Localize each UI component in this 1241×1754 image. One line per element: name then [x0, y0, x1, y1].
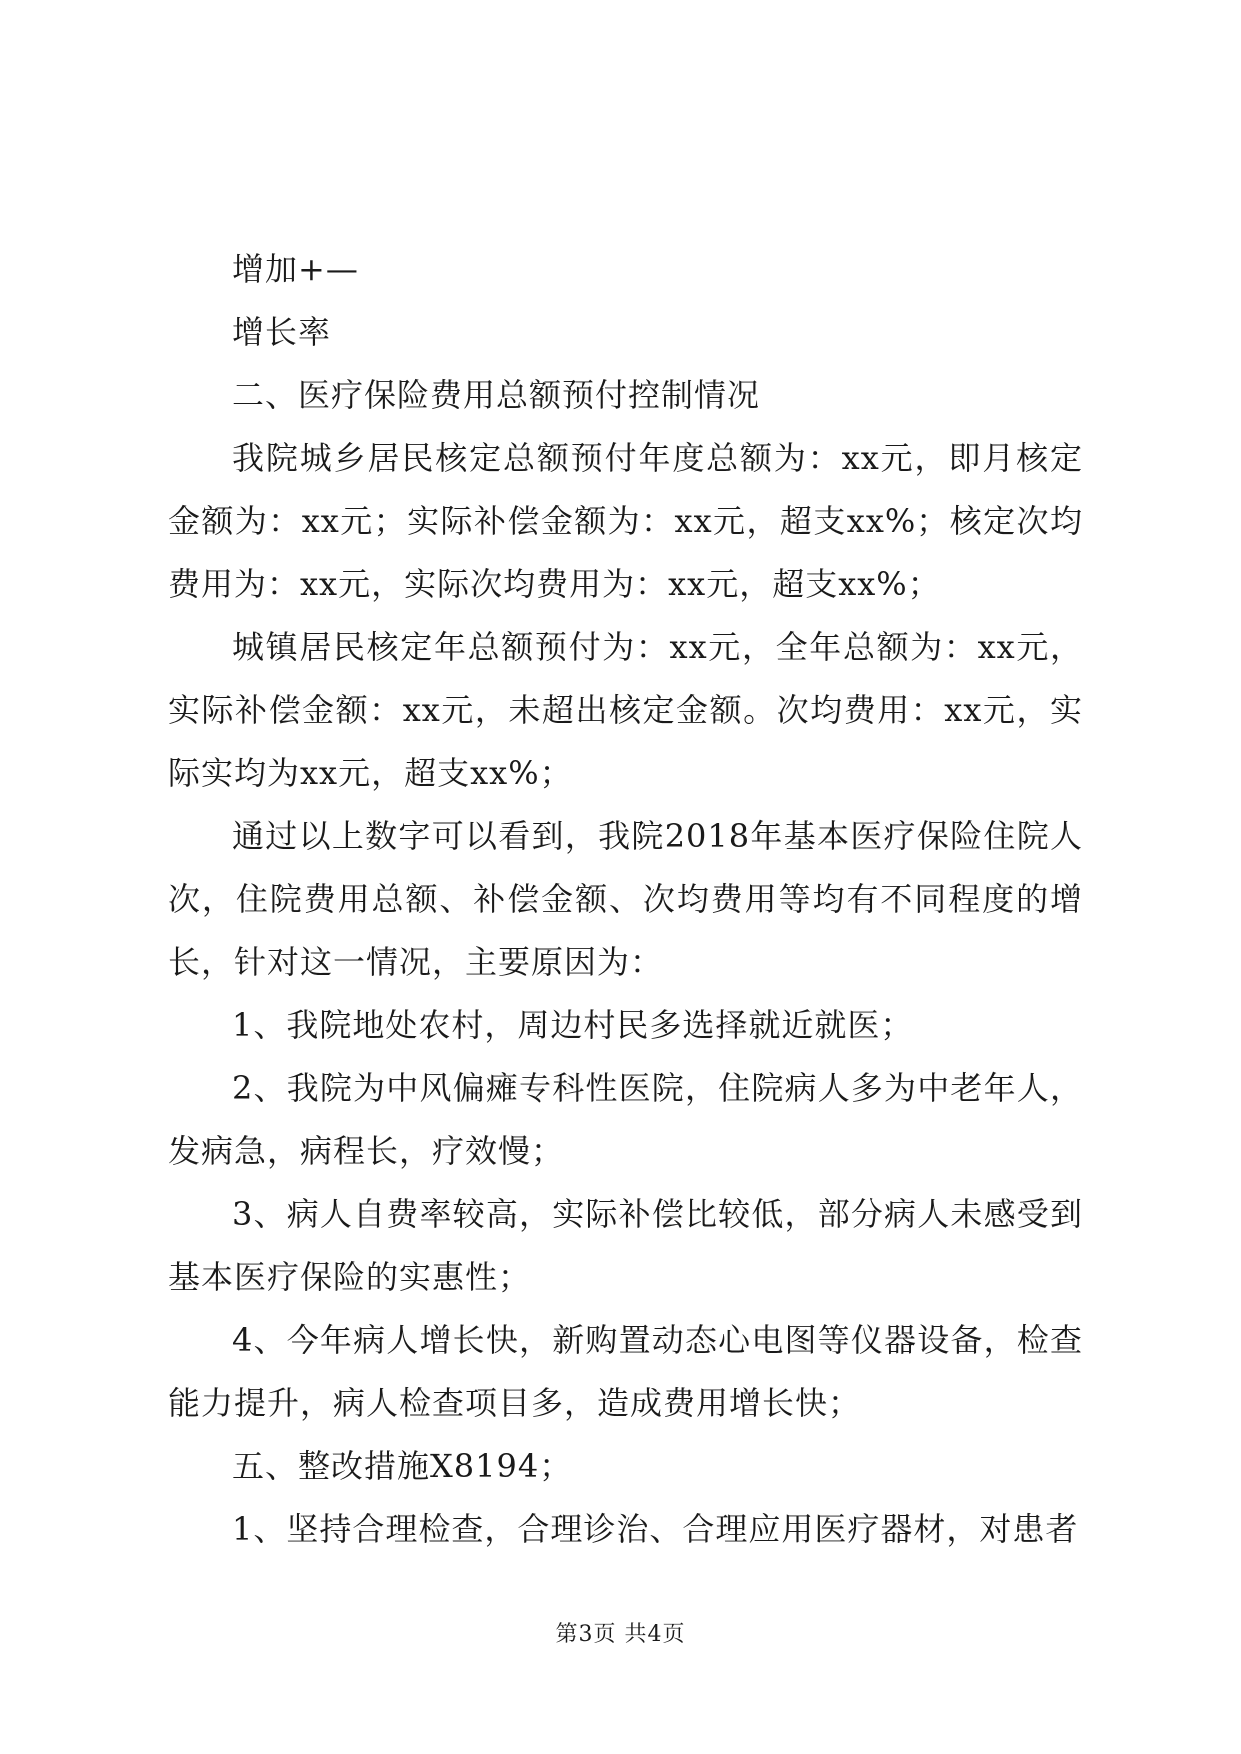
paragraph-increase: 增加+— [232, 250, 359, 288]
list-item-reason-1: 1、我院地处农村，周边村民多选择就近就医； [232, 1006, 914, 1044]
document-body [168, 238, 1083, 1561]
section-heading-budget-control: 二、医疗保险费用总额预付控制情况 [232, 376, 761, 414]
paragraph-urban-rural-residents: 我院城乡居民核定总额预付年度总额为：xx元，即月核定金额为：xx元；实际补偿金额为：xx元，超支xx%；核定次均费用为：xx元，实际次均费用为：xx元，超支xx%； [168, 439, 1083, 603]
list-item-reason-3: 3、病人自费率较高，实际补偿比较低，部分病人未感受到基本医疗保险的实惠性； [168, 1195, 1083, 1296]
paragraph-growth-rate: 增长率 [232, 313, 332, 351]
paragraph-urban-residents: 城镇居民核定年总额预付为：xx元，全年总额为：xx元，实际补偿金额：xx元，未超出核定金额。次均费用：xx元，实际实均为xx元，超支xx%； [168, 628, 1083, 792]
paragraph-analysis: 通过以上数字可以看到，我院2018年基本医疗保险住院人次，住院费用总额、补偿金额、次均费用等均有不同程度的增长，针对这一情况，主要原因为： [168, 817, 1083, 981]
list-item-reason-4: 4、今年病人增长快，新购置动态心电图等仪器设备，检查能力提升，病人检查项目多，造成费用增长快； [168, 1321, 1083, 1422]
list-item-measure-1: 1、坚持合理检查，合理诊治、合理应用医疗器材，对患者 [232, 1510, 1079, 1548]
section-heading-corrective-measures: 五、整改措施X8194； [232, 1447, 573, 1485]
list-item-reason-2: 2、我院为中风偏瘫专科性医院，住院病人多为中老年人，发病急，病程长，疗效慢； [168, 1069, 1083, 1170]
page-footer: 第3页 共4页 [555, 1622, 686, 1647]
